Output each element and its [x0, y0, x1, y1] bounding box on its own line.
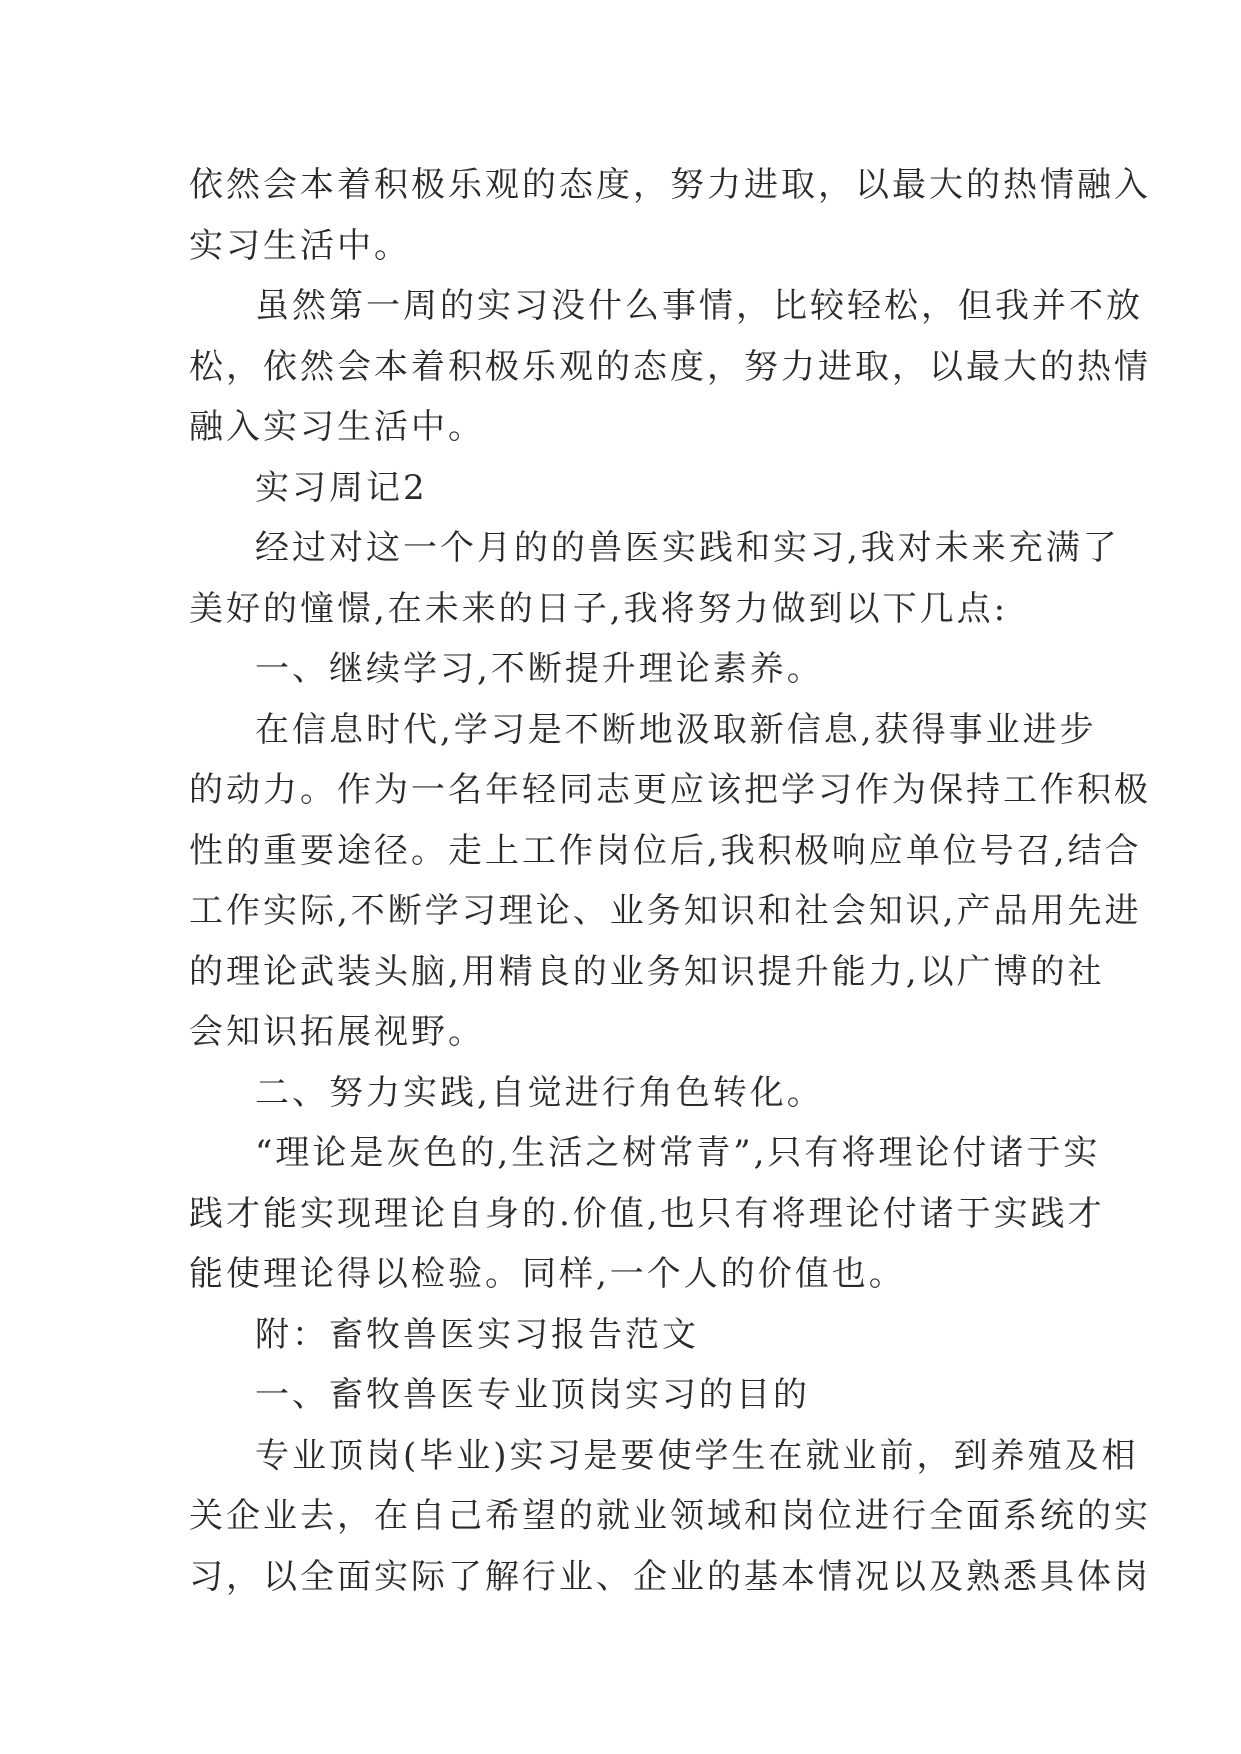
text-line: 实习生活中。 — [189, 225, 411, 266]
text-line: 依然会本着积极乐观的态度，努力进取，以最大的热情融入 — [189, 165, 1151, 205]
text-line: 美好的憧憬,在未来的日子,我将努力做到以下几点: — [189, 588, 1009, 629]
section-heading: 一、畜牧兽医专业顶岗实习的目的 — [255, 1375, 810, 1415]
section-heading: 一、继续学习,不断提升理论素养。 — [255, 649, 824, 689]
text-line: 关企业去，在自己希望的就业领域和岗位进行全面系统的实 — [189, 1496, 1151, 1536]
section-heading: 二、努力实践,自觉进行角色转化。 — [255, 1072, 824, 1113]
text-line: 会知识拓展视野。 — [189, 1012, 485, 1052]
text-line: 虽然第一周的实习没什么事情，比较轻松，但我并不放 — [255, 286, 1143, 326]
text-line: 能使理论得以检验。同样,一个人的价值也。 — [189, 1254, 906, 1294]
text-line: 践才能实现理论自身的.价值,也只有将理论付诸于实践才 — [189, 1193, 1105, 1234]
text-line: 专业顶岗(毕业)实习是要使学生在就业前，到养殖及相 — [255, 1435, 1139, 1476]
text-line: 融入实习生活中。 — [189, 407, 485, 447]
text-line: 性的重要途径。走上工作岗位后,我积极响应单位号召,结合 — [189, 830, 1142, 871]
section-heading: 附：畜牧兽医实习报告范文 — [255, 1314, 699, 1355]
text-line: 习，以全面实际了解行业、企业的基本情况以及熟悉具体岗 — [189, 1556, 1151, 1597]
section-heading: 实习周记2 — [255, 467, 428, 508]
text-line: 的理论武装头脑,用精良的业务知识提升能力,以广博的社 — [189, 951, 1105, 992]
text-line: 工作实际,不断学习理论、业务知识和社会知识,产品用先进 — [189, 891, 1142, 931]
text-line: 在信息时代,学习是不断地汲取新信息,获得事业进步 — [255, 709, 1097, 750]
text-line: 的动力。作为一名年轻同志更应该把学习作为保持工作积极 — [189, 770, 1151, 810]
text-line: “理论是灰色的,生活之树常青”,只有将理论付诸于实 — [255, 1133, 1101, 1173]
text-line: 经过对这一个月的的兽医实践和实习,我对未来充满了 — [255, 528, 1120, 568]
document-body — [189, 155, 1151, 1607]
text-line: 松，依然会本着积极乐观的态度，努力进取，以最大的热情 — [189, 346, 1151, 387]
